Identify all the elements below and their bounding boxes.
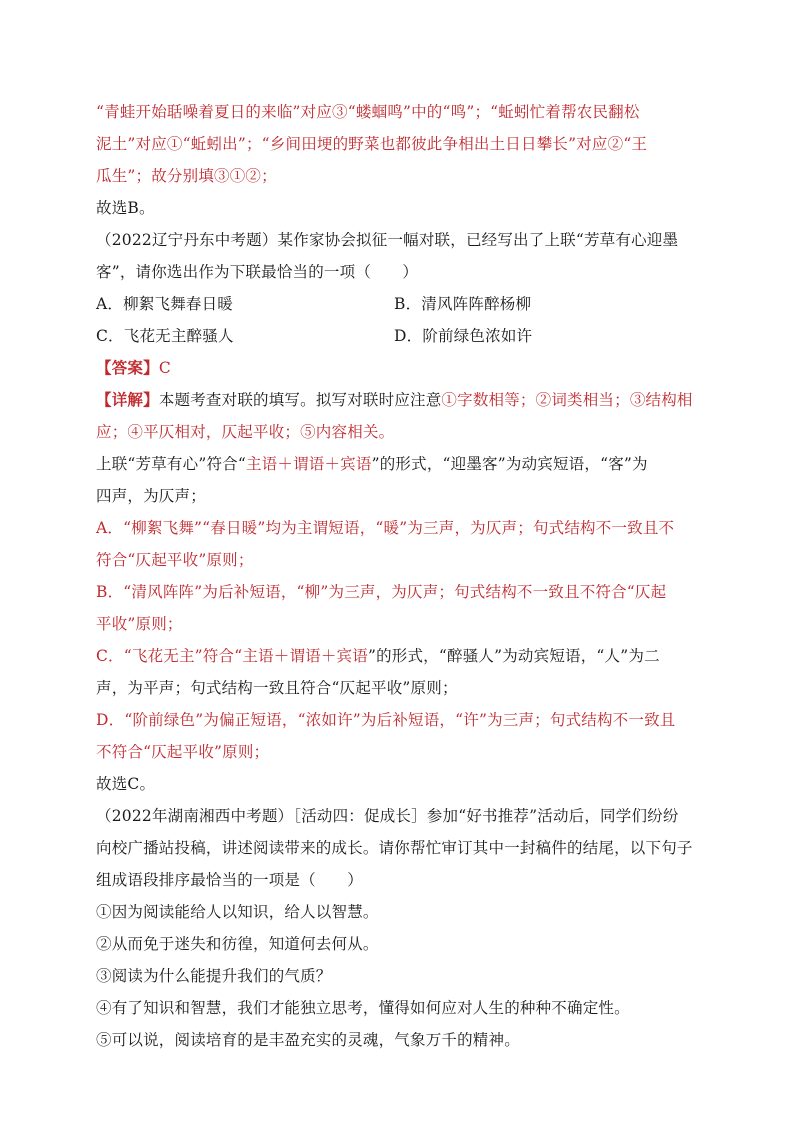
analysis-1a: 上联“芳草有心”符合“: [96, 455, 246, 473]
c-analysis-1b: 主语＋谓语＋宾语: [242, 647, 368, 665]
c-analysis-1c: ”的形式，“醉骚人”为动宾短语，“人”为二: [367, 647, 660, 665]
q1-option-d-analysis-1: D．“阶前绿色”为偏正短语，“浓如许”为后补短语，“许”为三声；句式结构不一致且: [96, 711, 676, 729]
q1-option-a-analysis-1: A．“柳絮飞舞”“春日暖”均为主谓短语，“暖”为三声，为仄声；句式结构不一致且不: [96, 519, 675, 537]
prev-answer-line-2: 泥土”对应①“蚯蚓出”；“乡间田埂的野菜也都彼此争相出土日日攀长”对应②“王: [96, 135, 648, 153]
q1-option-c: C．飞花无主醉骚人: [96, 327, 234, 345]
prev-answer-line-1: “青蛙开始聒噪着夏日的来临”对应③“蝼蝈鸣”中的“鸣”；“蚯蚓忙着帮农民翻松: [96, 103, 640, 121]
q1-option-b-analysis-2: 平收”原则；: [96, 615, 183, 633]
q1-stem-line-1: （2022辽宁丹东中考题）某作家协会拟征一幅对联，已经写出了上联“芳草有心迎墨: [96, 231, 679, 249]
analysis-1c: ”的形式，“迎墨客”为动宾短语，“客”为: [371, 455, 648, 473]
q2-sentence-4: ④有了知识和智慧，我们才能独立思考，懂得如何应对人生的种种不确定性。: [96, 999, 630, 1017]
q1-option-c-analysis-1: [96, 640, 704, 672]
q2-stem-line-1: （2022年湖南湘西中考题）［活动四：促成长］参加“好书推荐”活动后，同学们纷纷: [96, 807, 679, 825]
q1-option-d: D．阶前绿色浓如许: [394, 327, 533, 345]
detail-text-1a: 本题考查对联的填写。拟写对联时应注意: [158, 391, 442, 409]
q1-option-d-analysis-2: 不符合“仄起平收”原则；: [96, 743, 270, 761]
c-analysis-1a: C．“飞花无主”符合“: [96, 647, 243, 665]
q2-sentence-1: ①因为阅读能给人以知识，给人以智慧。: [96, 903, 379, 921]
prev-answer-line-3: 瓜生”；故分别填③①②；: [96, 167, 277, 185]
q1-option-b: B．清风阵阵醉杨柳: [394, 295, 532, 313]
q1-option-c-analysis-2: 声，为平声；句式结构一致且符合“仄起平收”原则；: [96, 679, 458, 697]
q2-stem-line-3: 组成语段排序最恰当的一项是（ ）: [96, 871, 363, 889]
prev-conclusion: 故选B。: [96, 199, 155, 217]
analysis-1b: 主语＋谓语＋宾语: [245, 455, 372, 473]
q1-option-b-analysis-1: B．“清风阵阵”为后补短语，“柳”为三声，为仄声；句式结构不一致且不符合“仄起: [96, 583, 667, 601]
q1-option-a-analysis-2: 符合“仄起平收”原则；: [96, 551, 254, 569]
q1-detail-line-1: [96, 384, 704, 416]
detail-tag: 【详解】: [96, 390, 159, 409]
answer-tag: 【答案】: [96, 358, 159, 377]
q1-option-a: A．柳絮飞舞春日暖: [96, 295, 233, 313]
q1-conclusion: 故选C。: [96, 775, 156, 793]
q2-sentence-2: ②从而免于迷失和彷徨，知道何去何从。: [96, 935, 379, 953]
q1-analysis-line-2: 四声，为仄声；: [96, 487, 206, 505]
q1-stem-line-2: 客”，请你选出作为下联最恰当的一项（ ）: [96, 263, 419, 281]
q2-sentence-5: ⑤可以说，阅读培育的是丰盈充实的灵魂，气象万千的精神。: [96, 1031, 520, 1049]
q1-detail-line-2: 应；④平仄相对，仄起平收；⑤内容相关。: [96, 423, 395, 441]
q1-answer-line: [96, 352, 704, 384]
q1-options-row-2: [96, 320, 704, 352]
q1-options-row-1: [96, 288, 704, 320]
q1-analysis-line-1: [96, 448, 704, 480]
q2-stem-line-2: 向校广播站投稿，讲述阅读带来的成长。请你帮忙审订其中一封稿件的结尾，以下句子: [96, 839, 693, 857]
detail-text-1b: ①字数相等；②词类相当；③结构相: [441, 391, 693, 409]
answer-value: C: [158, 359, 171, 377]
q2-sentence-3: ③阅读为什么能提升我们的气质？: [96, 967, 332, 985]
